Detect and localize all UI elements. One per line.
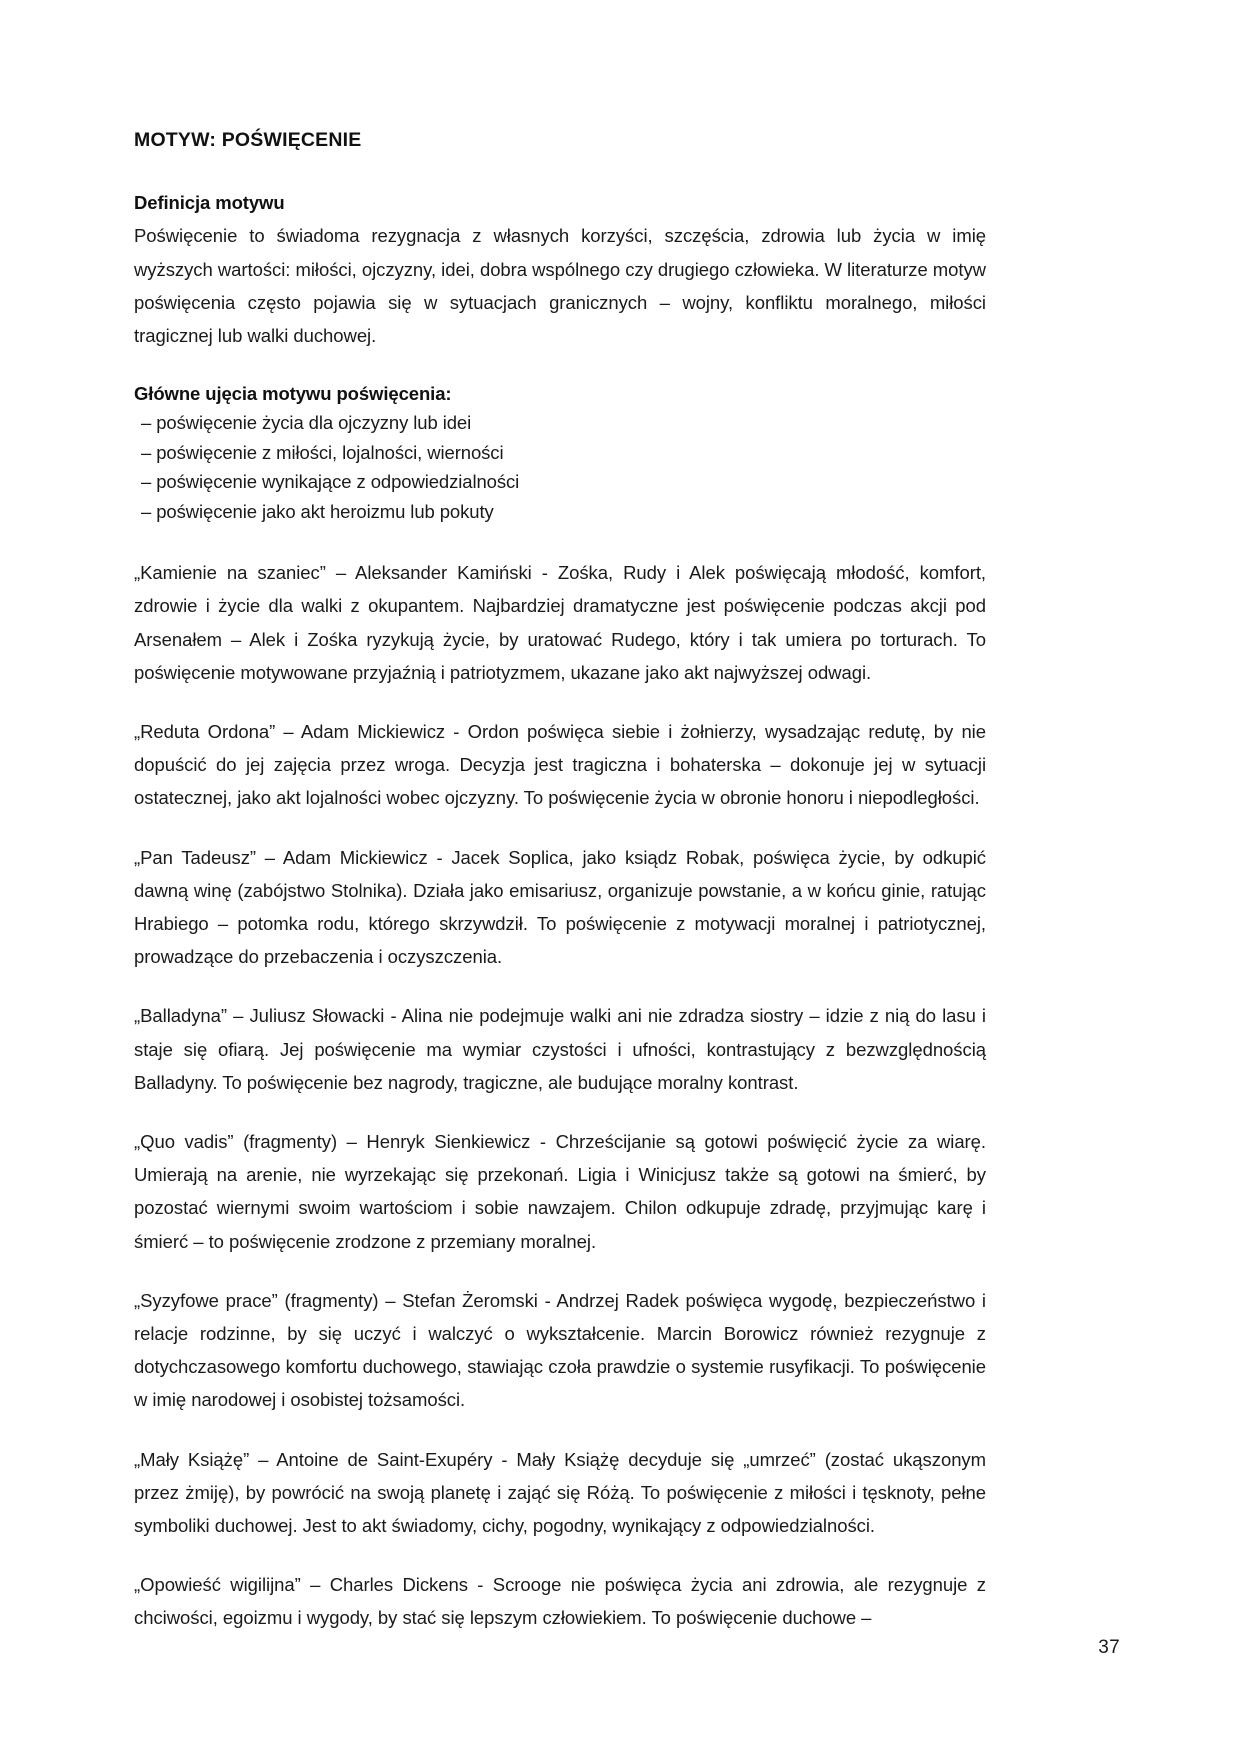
- aspects-section: [134, 382, 986, 526]
- example-paragraph-opowiesc-wigilijna: „Opowieść wigilijna” – Charles Dickens - Scrooge nie poświęca życia ani zdrowia, ale rezygnuje z chciwości, egoizmu i wygody, by stać się lepszym człowiekiem. To poświęcenie duchowe –: [134, 1574, 986, 1629]
- list-item: – poświęcenie wynikające z odpowiedzialności: [141, 471, 520, 493]
- example-paragraph-reduta-ordona: „Reduta Ordona” – Adam Mickiewicz - Ordon poświęca siebie i żołnierzy, wysadzając redutę, by nie dopuścić do jej zajęcia przez wroga. Decyzja jest tragiczna i bohaterska – dokonuje jej w sytuacji ostatecznej, jako akt lojalności wobec ojczyzny. To poświęcenie życia w obronie honoru i niepodległości.: [134, 720, 986, 809]
- list-item: – poświęcenie z miłości, lojalności, wierności: [141, 441, 504, 463]
- definition-paragraph: Poświęcenie to świadoma rezygnacja z własnych korzyści, szczęścia, zdrowia lub życia w imię wyższych wartości: miłości, ojczyzny, idei, dobra wspólnego czy drugiego człowieka. W literaturze motyw poświęcenia często pojawia się w sytuacjach granicznych – wojny, konfliktu moralnego, miłości tragicznej lub walki duchowej.: [134, 225, 986, 346]
- aspects-heading: Główne ujęcia motywu poświęcenia:: [134, 383, 452, 405]
- aspects-list: [134, 408, 986, 526]
- definition-section: [134, 191, 986, 352]
- example-paragraph-pan-tadeusz: „Pan Tadeusz” – Adam Mickiewicz - Jacek Soplica, jako ksiądz Robak, poświęca życie, by odkupić dawną winę (zabójstwo Stolnika). Działa jako emisariusz, organizuje powstanie, a w końcu ginie, ratując Hrabiego – potomka rodu, którego skrzywdził. To poświęcenie z motywacji moralnej i patriotycznej, prowadzące do przebaczenia i oczyszczenia.: [134, 846, 986, 968]
- example-paragraph-quo-vadis: „Quo vadis” (fragmenty) – Henryk Sienkiewicz - Chrześcijanie są gotowi poświęcić życie za wiarę. Umierają na arenie, nie wyrzekając się przekonań. Ligia i Winicjusz także są gotowi na śmierć, by pozostać wiernymi swoim wartościom i sobie nawzajem. Chilon odkupuje zdradę, przyjmując karę i śmierć – to poświęcenie zrodzone z przemiany moralnej.: [134, 1130, 986, 1252]
- list-item: – poświęcenie życia dla ojczyzny lub idei: [141, 412, 472, 434]
- example-paragraph-kamienie-na-szaniec: „Kamienie na szaniec” – Aleksander Kamiński - Zośka, Rudy i Alek poświęcają młodość, komfort, zdrowie i życie dla walki z okupantem. Najbardziej dramatyczne jest poświęcenie podczas akcji pod Arsenałem – Alek i Zośka ryzykują życie, by uratować Rudego, który i tak umiera po torturach. To poświęcenie motywowane przyjaźnią i patriotyzmem, ukazane jako akt najwyższej odwagi.: [134, 562, 986, 683]
- list-item: – poświęcenie jako akt heroizmu lub pokuty: [141, 500, 494, 522]
- page-content: [134, 128, 986, 1635]
- page-number: 37: [1098, 1637, 1120, 1658]
- definition-heading: Definicja motywu: [134, 192, 285, 214]
- example-paragraph-syzyfowe-prace: „Syzyfowe prace” (fragmenty) – Stefan Żeromski - Andrzej Radek poświęca wygodę, bezpieczeństwo i relacje rodzinne, by się uczyć i walczyć o wykształcenie. Marcin Borowicz również rezygnuje z dotychczasowego komfortu duchowego, stawiając czoła prawdzie o systemie rusyfikacji. To poświęcenie w imię narodowej i osobistej tożsamości.: [134, 1289, 986, 1411]
- page-title: MOTYW: POŚWIĘCENIE: [134, 129, 362, 151]
- example-paragraph-balladyna: „Balladyna” – Juliusz Słowacki - Alina nie podejmuje walki ani nie zdradza siostry – idzie z nią do lasu i staje się ofiarą. Jej poświęcenie ma wymiar czystości i ufności, kontrastujący z bezwzględnością Balladyny. To poświęcenie bez nagrody, tragiczne, ale budujące moralny kontrast.: [134, 1005, 986, 1093]
- example-paragraph-maly-ksiaze: „Mały Książę” – Antoine de Saint-Exupéry - Mały Książę decyduje się „umrzeć” (zostać ukąszonym przez żmiję), by powrócić na swoją planetę i zająć się Różą. To poświęcenie z miłości i tęsknoty, pełne symboliki duchowej. Jest to akt świadomy, cichy, pogodny, wynikający z odpowiedzialności.: [134, 1448, 986, 1536]
